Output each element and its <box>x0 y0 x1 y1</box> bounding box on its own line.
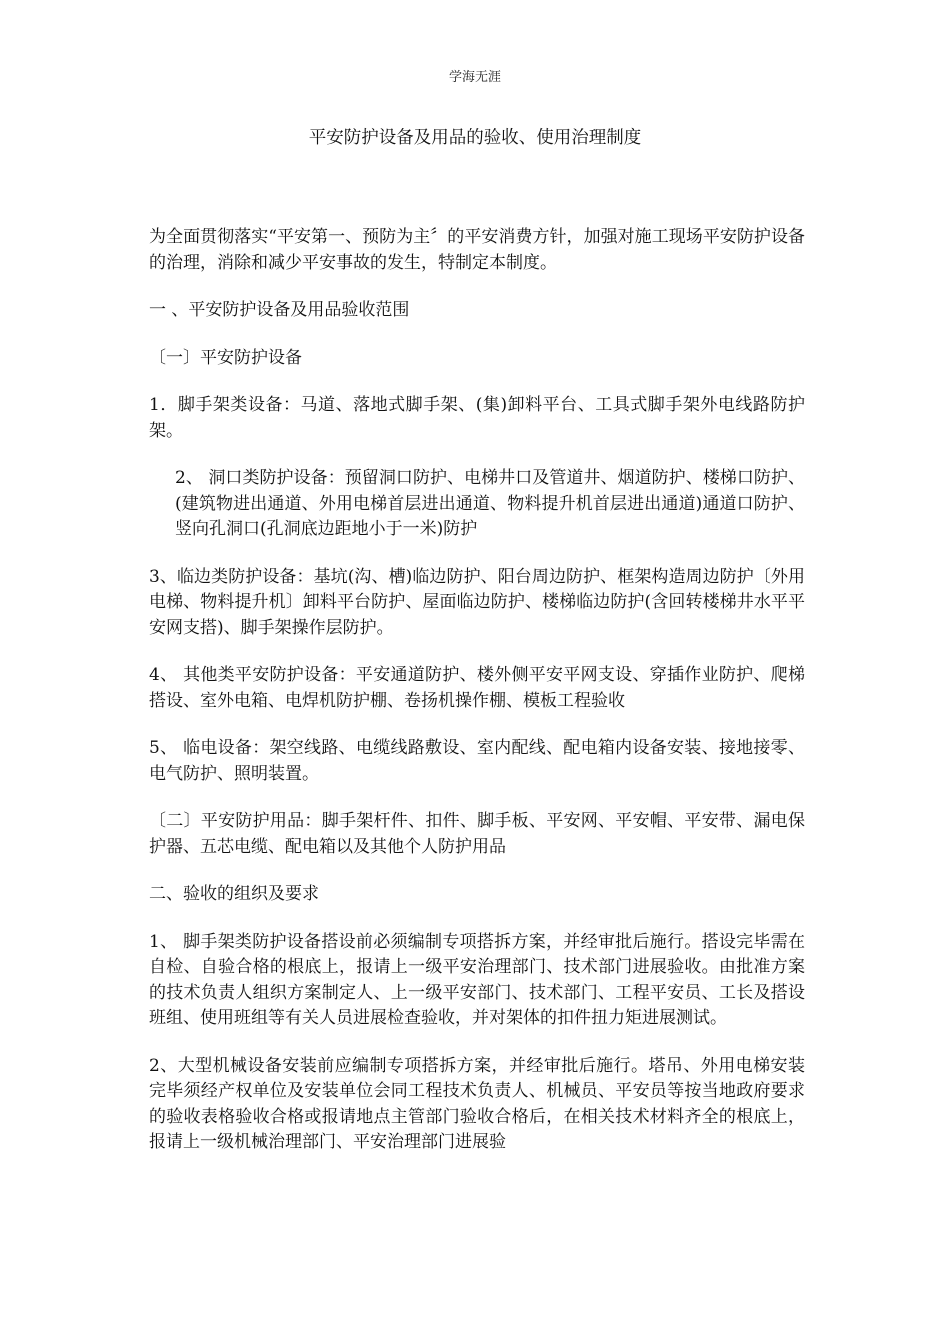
list-item-4: 4、 其他类平安防护设备：平安通道防护、楼外侧平安平网支设、穿插作业防护、爬梯搭设、室外电箱、电焊机防护棚、卷扬机操作棚、模板工程验收 <box>149 665 805 711</box>
requirement-item-1: 1、 脚手架类防护设备搭设前必须编制专项搭拆方案，并经审批后施行。搭设完毕需在自检、自验合格的根底上，报请上一级平安治理部门、技术部门进展验收。由批准方案的技术负责人组织方案制定人、上一级平安部门、技术部门、工程平安员、工长及搭设班组、使用班组等有关人员进展检查验收，并对架体的扣件扭力矩进展测试。 <box>149 931 805 1028</box>
list-item-1: 1．脚手架类设备：马道、落地式脚手架、(集)卸料平台、工具式脚手架外电线路防护架。 <box>149 395 805 441</box>
section-heading-1: 一 、平安防护设备及用品验收范围 <box>149 300 410 320</box>
section-heading-2: 二、验收的组织及要求 <box>149 884 319 904</box>
intro-paragraph: 为全面贯彻落实“平安第一、预防为主〞的平安消费方针，加强对施工现场平安防护设备的治理，消除和减少平安事故的发生，特制定本制度。 <box>149 227 805 273</box>
list-item-5: 5、 临电设备：架空线路、电缆线路敷设、室内配线、配电箱内设备安装、接地接零、电气防护、照明装置。 <box>149 738 805 784</box>
document-body <box>149 225 805 1178</box>
document-title: 平安防护设备及用品的验收、使用治理制度 <box>308 128 642 148</box>
page-header: 学海无涯 <box>448 70 501 85</box>
subsection-heading-1: 〔一〕平安防护设备 <box>149 347 302 368</box>
subsection-heading-2: 〔二〕平安防护用品：脚手架杆件、扣件、脚手板、平安网、平安帽、平安带、漏电保护器、五芯电缆、配电箱以及其他个人防护用品 <box>149 811 805 857</box>
requirement-item-2: 2、大型机械设备安装前应编制专项搭拆方案，并经审批后施行。塔吊、外用电梯安装完毕须经产权单位及安装单位会同工程技术负责人、机械员、平安员等按当地政府要求的验收表格验收合格或报请地点主管部门验收合格后，在相关技术材料齐全的根底上，报请上一级机械治理部门、平安治理部门进展验 <box>149 1055 805 1152</box>
list-item-2: 2、 洞口类防护设备：预留洞口防护、电梯井口及管道井、烟道防护、楼梯口防护、(建筑物进出通道、外用电梯首层进出通道、物料提升机首层进出通道)通道口防护、竖向孔洞口(孔洞底边距地小于一米)防护 <box>175 468 805 539</box>
list-item-3: 3、临边类防护设备：基坑(沟、槽)临边防护、阳台周边防护、框架构造周边防护〔外用电梯、物料提升机〕卸料平台防护、屋面临边防护、楼梯临边防护(含回转楼梯井水平平安网支搭)、脚手架操作层防护。 <box>149 566 805 638</box>
